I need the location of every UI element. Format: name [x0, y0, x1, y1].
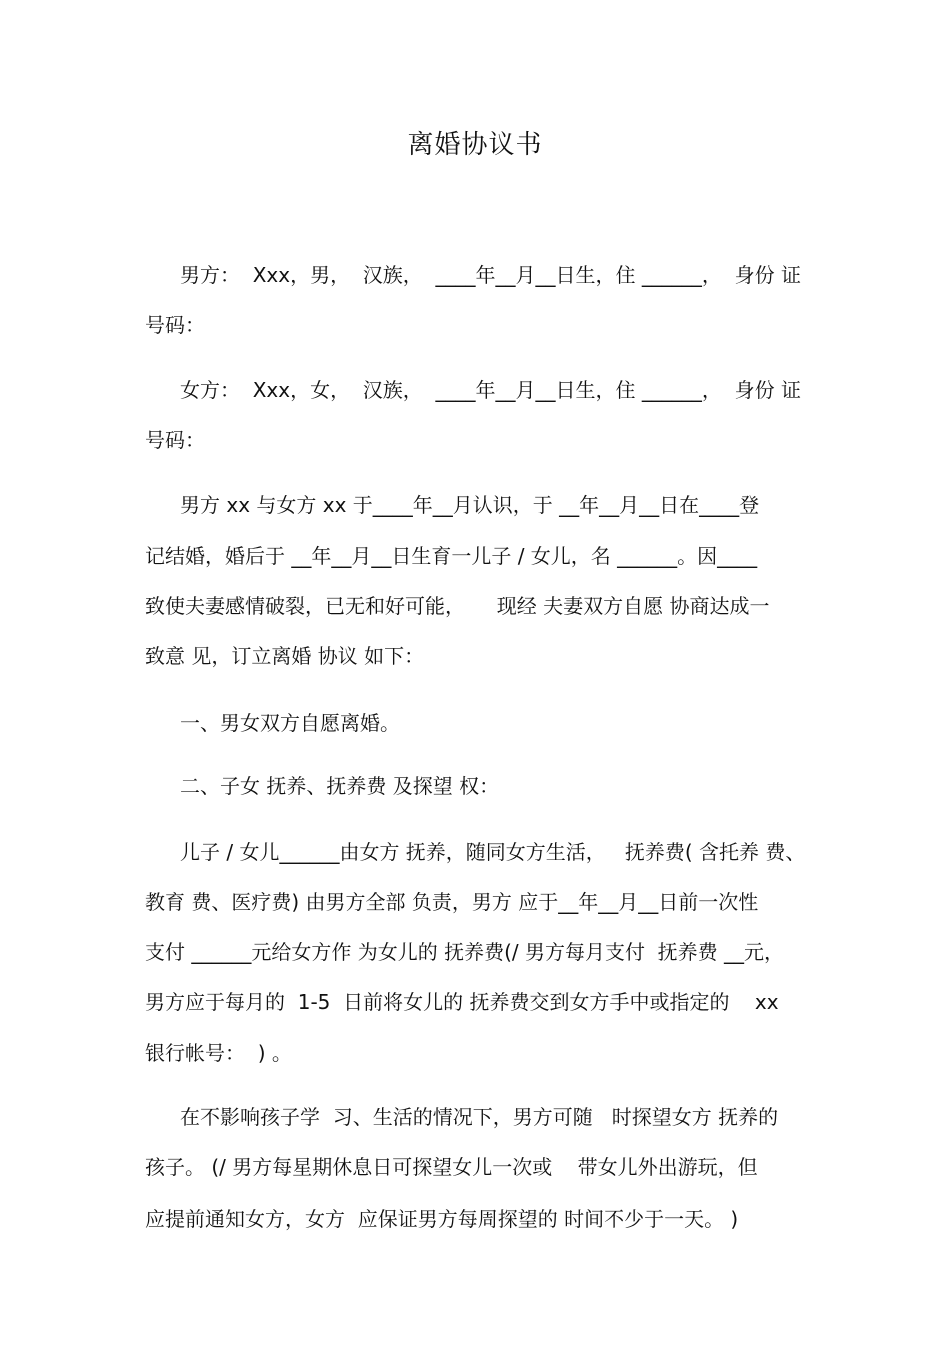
paragraph-line: 号码：	[145, 428, 205, 452]
paragraph-line: 孩子。 (/ 男方每星期休息日可探望女儿一次或 带女儿外出游玩，但	[145, 1155, 758, 1179]
paragraph-line: 男方： Xxx，男， 汉族， ____年__月__日生，住 ______， 身份 证	[180, 263, 801, 287]
paragraph-line: 记结婚，婚后于 __年__月__日生育一儿子 / 女儿，名 ______。因____	[145, 544, 758, 568]
paragraph-line: 致意 见，订立离婚 协议 如下：	[145, 644, 425, 668]
paragraph-line: 儿子 / 女儿______由女方 抚养，随同女方生活， 抚养费( 含托养 费、	[180, 840, 806, 864]
paragraph-line: 一、男女双方自愿离婚。	[180, 711, 400, 735]
paragraph-line: 在不影响孩子学 习、生活的情况下，男方可随 时探望女方 抚养的	[180, 1105, 779, 1129]
paragraph-line: 教育 费、医疗费) 由男方全部 负责，男方 应于__年__月__日前一次性	[145, 890, 759, 914]
paragraph-line: 男方应于每月的 1-5 日前将女儿的 抚养费交到女方手中或指定的 xx	[145, 990, 779, 1014]
paragraph-line: 女方： Xxx，女， 汉族， ____年__月__日生，住 ______， 身份 证	[180, 378, 801, 402]
paragraph-line: 致使夫妻感情破裂，已无和好可能， 现经 夫妻双方自愿 协商达成一	[145, 594, 770, 618]
paragraph-line: 支付 ______元给女方作 为女儿的 抚养费(/ 男方每月支付 抚养费 __元，	[145, 940, 785, 964]
paragraph-line: 二、子女 抚养、抚养费 及探望 权：	[180, 774, 500, 798]
paragraph-line: 男方 xx 与女方 xx 于____年__月认识，于 __年__月__日在____登	[180, 493, 760, 517]
paragraph-line: 银行帐号： ) 。	[145, 1041, 292, 1065]
paragraph-line: 号码：	[145, 313, 205, 337]
document-title: 离婚协议书	[407, 130, 543, 160]
paragraph-line: 应提前通知女方，女方 应保证男方每周探望的 时间不少于一天。 )	[145, 1207, 739, 1231]
